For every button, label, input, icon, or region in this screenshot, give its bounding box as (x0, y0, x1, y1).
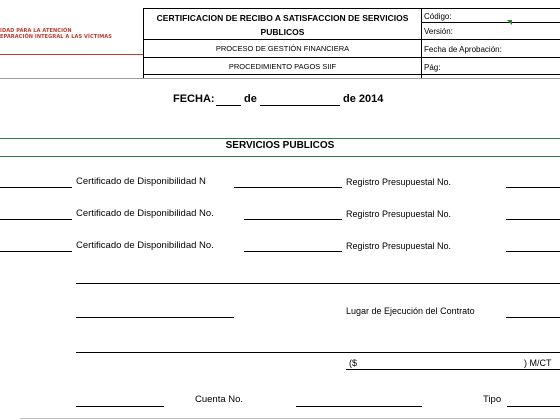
process-name: PROCESO DE GESTIÓN FINANCIERA (215, 44, 350, 53)
section-title: SERVICIOS PUBLICOS (225, 140, 335, 151)
header-top-line (143, 8, 560, 9)
contract-object-line[interactable] (76, 283, 560, 284)
cdp-label-3: Certificado de Disponibilidad No. (76, 240, 214, 251)
rp-blank-1[interactable] (506, 187, 560, 188)
version-label: Versión: (424, 27, 453, 36)
rp-blank-3[interactable] (506, 251, 560, 252)
header-line-r1 (421, 22, 560, 23)
codigo-label: Código: (424, 12, 452, 21)
cell-comment-marker (507, 20, 512, 25)
tipo-label: Tipo (483, 394, 502, 405)
row1-left-blank[interactable] (0, 187, 72, 188)
header-line-4 (143, 74, 560, 75)
cdp-blank-1[interactable] (234, 187, 342, 188)
lugar-left-blank[interactable] (76, 317, 234, 318)
bottom-rule (20, 418, 560, 419)
header-line-2 (143, 39, 560, 40)
tipo-blank[interactable] (507, 406, 560, 407)
lugar-blank[interactable] (506, 317, 560, 318)
cdp-blank-3[interactable] (244, 251, 342, 252)
rp-label-2: Registro Presupuestal No. (346, 209, 452, 219)
fecha-label: FECHA: (173, 93, 215, 105)
form-title-line2: PUBLICOS (260, 27, 305, 37)
row3-left-blank[interactable] (0, 251, 72, 252)
form-title-line1: CERTIFICACION DE RECIBO A SATISFACCION DE SERVICIOS (156, 13, 409, 23)
valor-paren-open: ($ (349, 358, 358, 368)
fecha-month-blank[interactable] (260, 105, 340, 106)
header-divider-right (421, 8, 422, 78)
lugar-label: Lugar de Ejecución del Contrato (346, 306, 475, 316)
valor-mcte: ) M/CT (524, 358, 552, 368)
cuenta-left-blank[interactable] (76, 406, 164, 407)
rp-label-1: Registro Presupuestal No. (346, 177, 452, 187)
cdp-label-2: Certificado de Disponibilidad No. (76, 208, 214, 219)
entity-logo-line2: EPARACIÓN INTEGRAL A LAS VÍCTIMAS (0, 34, 112, 40)
header-line-3 (143, 57, 560, 58)
fecha-de-1: de (244, 93, 257, 105)
procedure-name: PROCEDIMIENTO PAGOS SIIF (228, 62, 337, 71)
valor-letters-line[interactable] (76, 352, 560, 353)
fecha-year: de 2014 (343, 93, 384, 105)
rp-blank-2[interactable] (506, 219, 560, 220)
fecha-day-blank[interactable] (216, 105, 241, 106)
cdp-blank-2[interactable] (244, 219, 342, 220)
logo-underline (0, 54, 143, 55)
header-bottom-rule (0, 78, 560, 79)
fecha-aprobacion-label: Fecha de Aprobación: (424, 45, 502, 54)
rp-label-3: Registro Presupuestal No. (346, 241, 452, 251)
valor-number-line[interactable] (346, 369, 560, 370)
cdp-label-1: Certificado de Disponibilidad N (76, 176, 206, 187)
cuenta-blank[interactable] (296, 406, 422, 407)
row2-left-blank[interactable] (0, 219, 72, 220)
entity-logo-line1: IDAD PARA LA ATENCIÓN (0, 28, 72, 34)
cuenta-label: Cuenta No. (195, 394, 244, 405)
pag-label: Pág: (424, 63, 441, 72)
